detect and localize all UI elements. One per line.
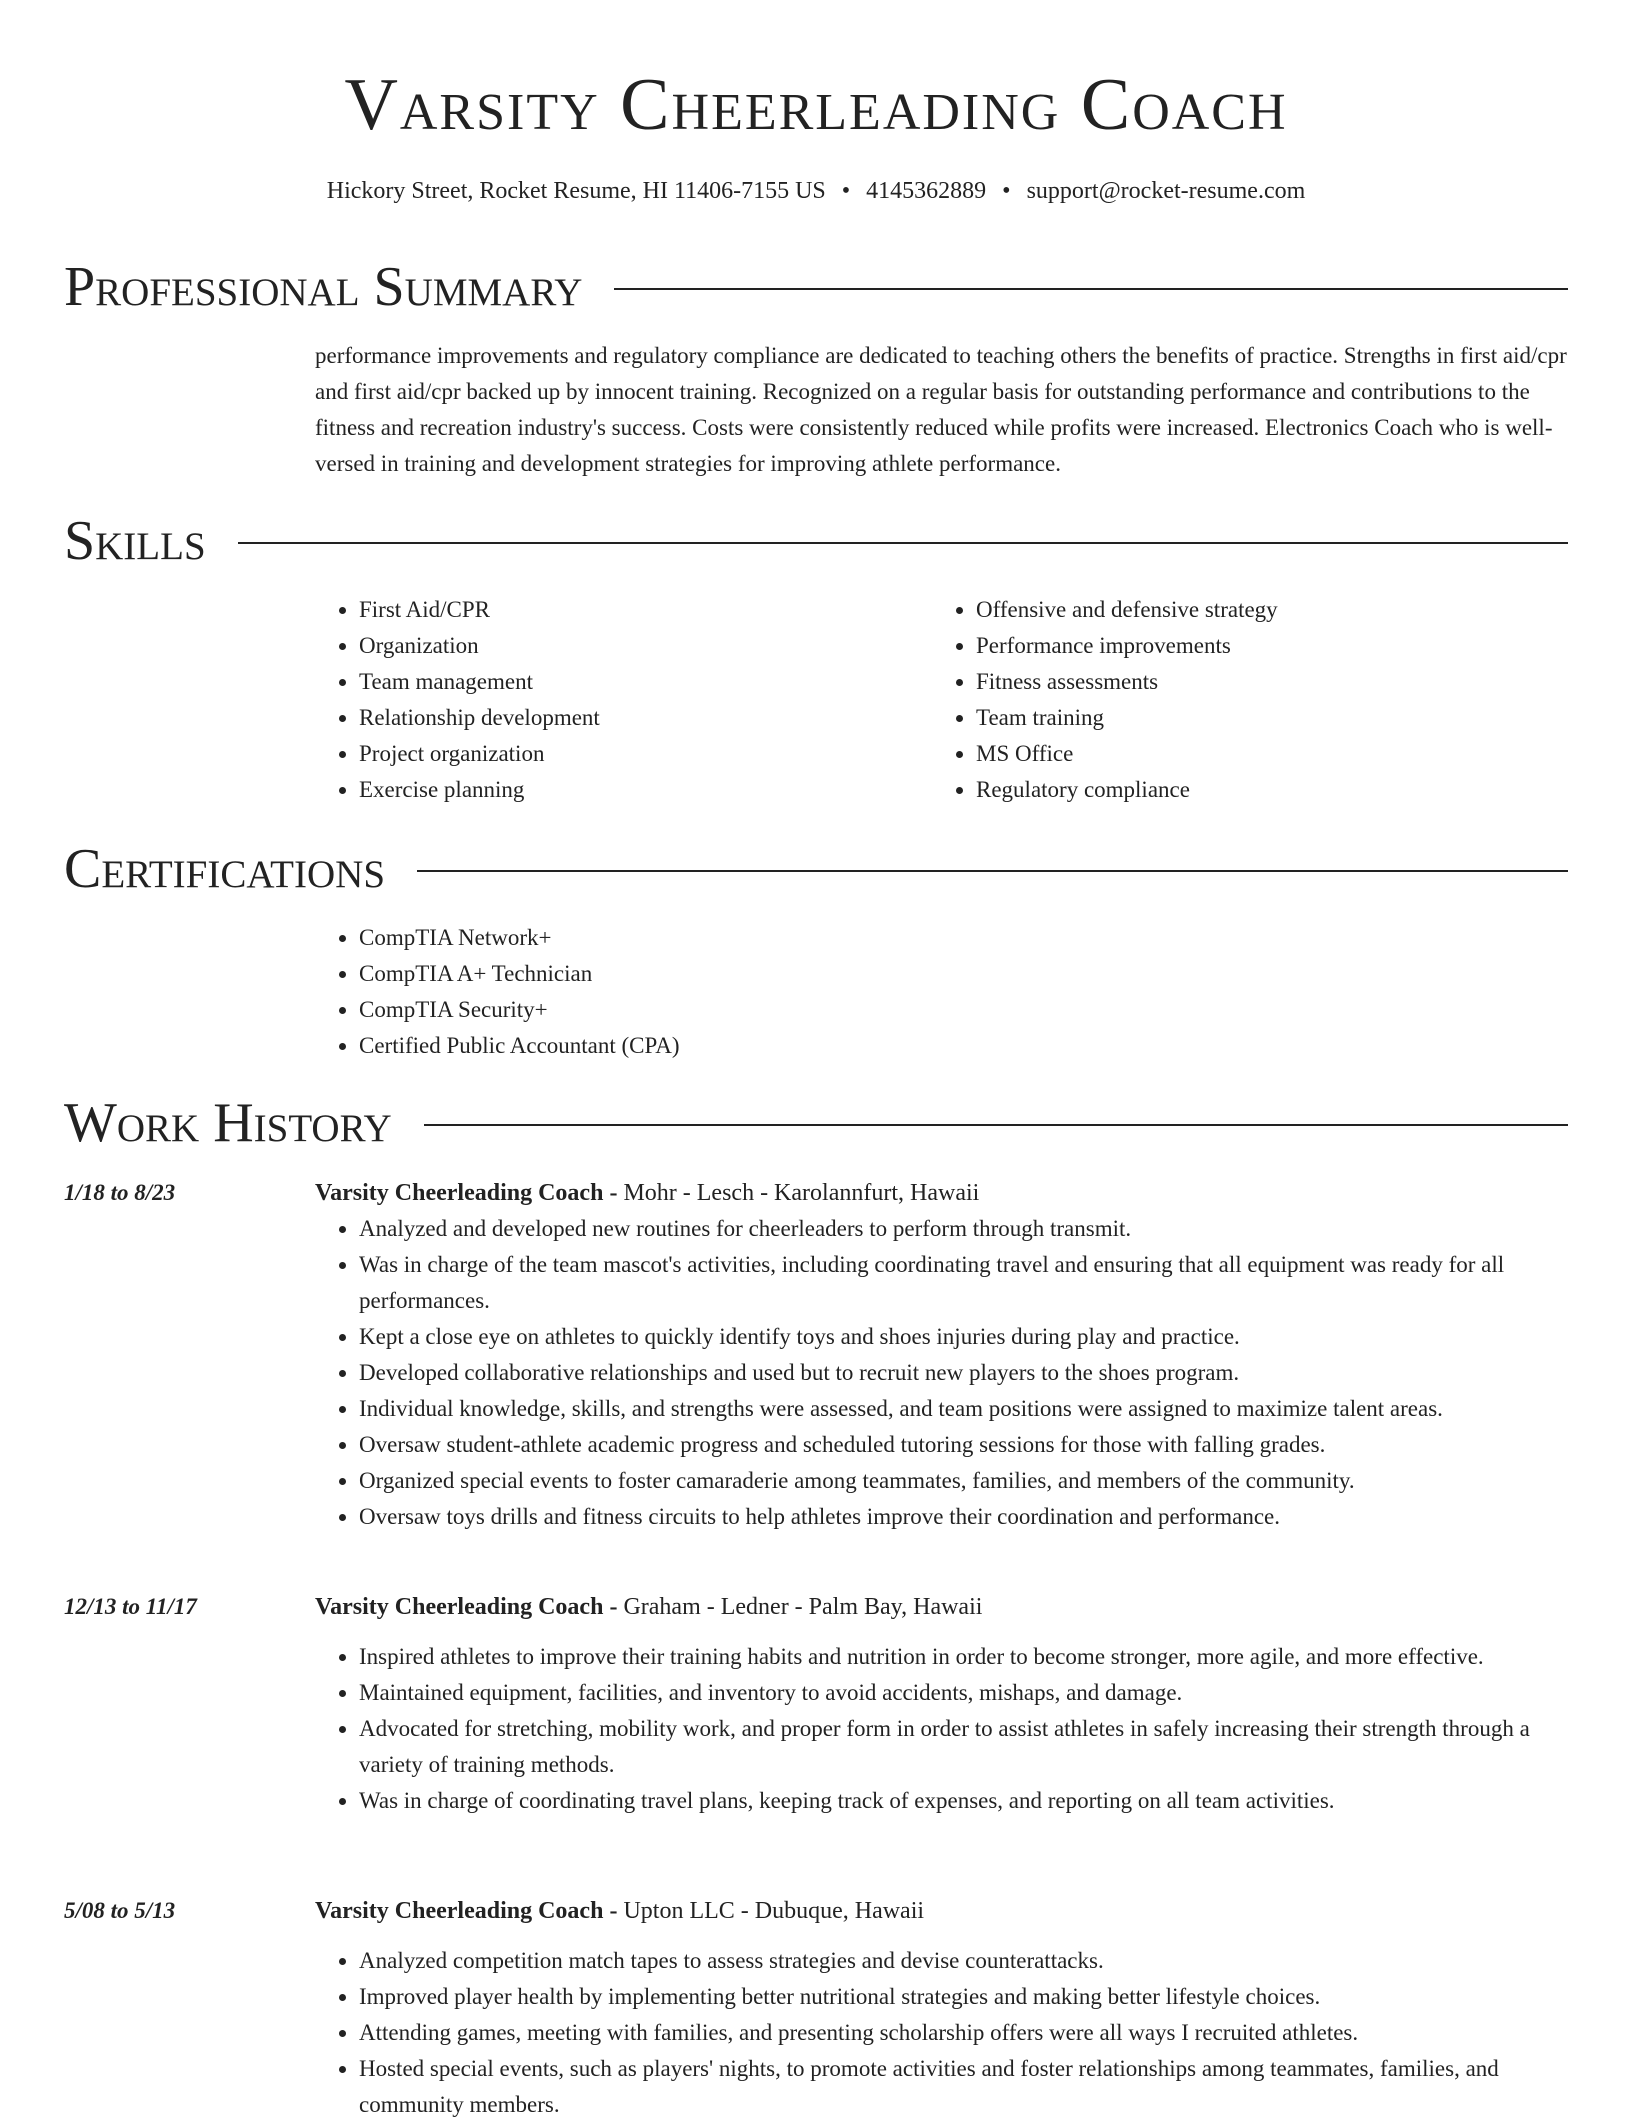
skill-item: • Team training [976,700,1549,736]
contact-phone: 4145362889 [866,178,987,204]
job-bullet: • Organized special events to foster camaraderie among teammates, families, and members of the community. [359,1463,1568,1499]
job-bullet: • Improved player health by implementing better nutritional strategies and making better lifestyle choices. [359,1979,1568,2015]
job-bullet: • Kept a close eye on athletes to quickly identify toys and shoes injuries during play and practice. [359,1319,1568,1355]
job-employer: Upton LLC - Dubuque, Hawaii [623,1898,925,1924]
resume-title: Varsity Cheerleading Coach [344,64,1288,146]
job-bullet: • Advocated for stretching, mobility work, and proper form in order to assist athletes in safely increasing their strength through a variety of training methods. [359,1711,1568,1783]
job-entry [315,1175,1568,1535]
job-title: Varsity Cheerleading Coach [315,1898,604,1924]
skill-item: • Fitness assessments [976,664,1549,700]
job-heading-dash: - [603,1898,624,1924]
certifications-block [315,920,1568,1064]
job-employer: Mohr - Lesch - Karolannfurt, Hawaii [623,1180,980,1206]
skill-item: • Relationship development [359,700,932,736]
contact-email[interactable]: support@rocket-resume.com [1026,178,1306,204]
job-bullet: • Was in charge of coordinating travel plans, keeping track of expenses, and reporting on all team activities. [359,1783,1568,1819]
job-bullet: • Maintained equipment, facilities, and inventory to avoid accidents, mishaps, and damage. [359,1675,1568,1711]
certification-item: • Certified Public Accountant (CPA) [359,1028,1568,1064]
summary-block [315,338,1568,482]
section-header-skills [64,509,1568,573]
section-title-skills: Skills [64,510,206,572]
certification-item: • CompTIA Security+ [359,992,1568,1028]
skills-block [315,592,1568,808]
skill-item: • Organization [359,628,932,664]
job-bullet: • Developed collaborative relationships and used but to recruit new players to the shoes program. [359,1355,1568,1391]
job-heading [315,1893,1568,1929]
skill-item: • Regulatory compliance [976,772,1549,808]
section-divider [238,542,1568,544]
section-title-certifications: Certifications [64,838,386,900]
certification-item: • CompTIA Network+ [359,920,1568,956]
job-entry [315,1589,1568,1819]
skill-item: • Team management [359,664,932,700]
summary-text: performance improvements and regulatory compliance are dedicated to teaching others the benefits of practice. Strengths in first aid/cpr and first aid/cpr backed up by innocent training. Recognized on a regular basis for outstanding performance and contributions to the fitness and recreation industry's success. Costs were consistently reduced while profits were increased. Electronics Coach who is well-versed in training and development strategies for improving athlete performance. [315,343,1567,476]
job-bullet: • Individual knowledge, skills, and strengths were assessed, and team positions were assigned to maximize talent areas. [359,1391,1568,1427]
job-title: Varsity Cheerleading Coach [315,1594,604,1620]
skills-column-right [932,592,1549,808]
contact-separator: • [1002,178,1011,204]
section-title-work-history: Work History [64,1092,392,1154]
job-bullet: • Analyzed competition match tapes to assess strategies and devise counterattacks. [359,1943,1568,1979]
section-header-summary [64,255,1568,319]
job-entry [315,1893,1568,2123]
skill-item: • Performance improvements [976,628,1549,664]
job-bullet: • Hosted special events, such as players' nights, to promote activities and foster relationships among teammates, families, and community members. [359,2051,1568,2123]
job-dates: 5/08 to 5/13 [64,1898,176,1923]
job-dates: 1/18 to 8/23 [64,1180,176,1205]
section-title-summary: Professional Summary [64,256,583,318]
skills-column-left [315,592,932,808]
job-bullet: • Inspired athletes to improve their training habits and nutrition in order to become stronger, more agile, and more effective. [359,1639,1568,1675]
certification-item: • CompTIA A+ Technician [359,956,1568,992]
contact-line [0,174,1632,208]
job-bullet: • Oversaw student-athlete academic progress and scheduled tutoring sessions for those with falling grades. [359,1427,1568,1463]
skill-item: • Exercise planning [359,772,932,808]
section-divider [417,870,1568,872]
job-heading-dash: - [603,1594,624,1620]
skill-item: • Project organization [359,736,932,772]
section-header-work-history [64,1091,1568,1155]
section-divider [614,288,1568,290]
job-bullet: • Was in charge of the team mascot's activities, including coordinating travel and ensuring that all equipment was ready for all performances. [359,1247,1568,1319]
contact-separator: • [841,178,851,204]
job-bullet: • Analyzed and developed new routines for cheerleaders to perform through transmit. [359,1211,1568,1247]
contact-address: Hickory Street, Rocket Resume, HI 11406-7155 US [326,178,826,204]
job-bullet: • Attending games, meeting with families, and presenting scholarship offers were all ways I recruited athletes. [359,2015,1568,2051]
job-bullet: • Oversaw toys drills and fitness circuits to help athletes improve their coordination and performance. [359,1499,1568,1535]
job-heading [315,1175,1568,1211]
job-heading-dash: - [603,1180,624,1206]
job-heading [315,1589,1568,1625]
section-divider [424,1124,1568,1126]
skill-item: • First Aid/CPR [359,592,932,628]
job-title: Varsity Cheerleading Coach [315,1180,604,1206]
skill-item: • MS Office [976,736,1549,772]
skill-item: • Offensive and defensive strategy [976,592,1549,628]
job-employer: Graham - Ledner - Palm Bay, Hawaii [623,1594,983,1620]
job-dates: 12/13 to 11/17 [64,1594,197,1619]
section-header-certifications [64,837,1568,901]
